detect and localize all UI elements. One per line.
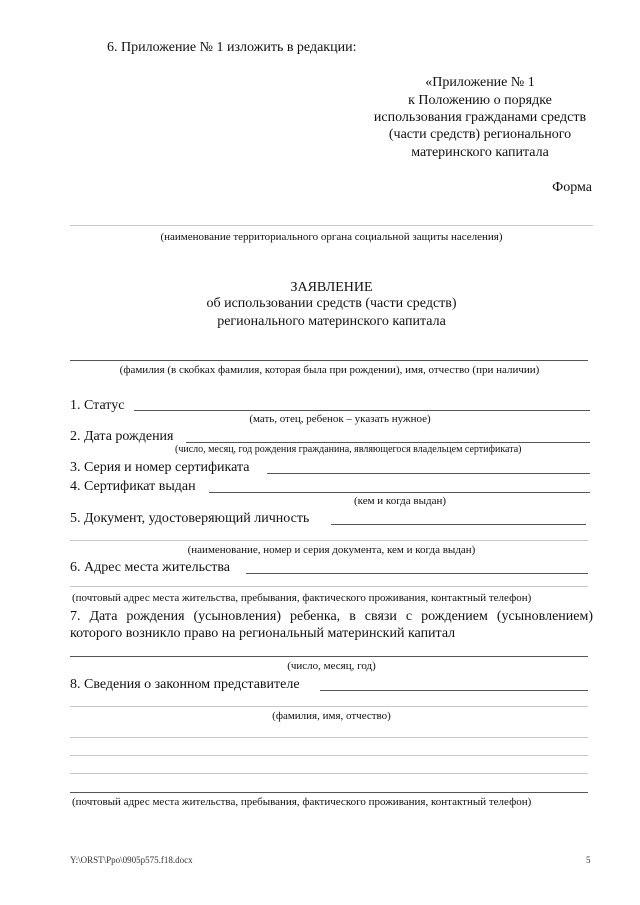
birth-caption: (число, месяц, год рождения гражданина, являющегося владельцем сертификата) [175, 444, 522, 455]
statement-subtitle-1: об использовании средств (части средств) [206, 296, 457, 311]
cert-label: 3. Серия и номер сертификата [70, 460, 250, 475]
statement-title: ЗАЯВЛЕНИЕ [290, 280, 373, 295]
appendix-line-4: (части средств) регионального [388, 127, 572, 142]
issued-label: 4. Сертификат выдан [70, 479, 196, 494]
address-line [246, 573, 588, 574]
name-line [70, 360, 588, 361]
rep-address-line-2 [70, 755, 588, 756]
rep-line [320, 690, 588, 691]
address-label: 6. Адрес места жительства [70, 560, 230, 575]
footer-path: Y:\ORST\Ppo\0905p575.f18.docx [70, 855, 193, 865]
issued-caption: (кем и когда выдан) [353, 495, 447, 507]
status-label: 1. Статус [70, 398, 125, 413]
doc-label: 5. Документ, удостоверяющий личность [70, 511, 310, 526]
appendix-line-2: к Положению о порядке [408, 93, 552, 108]
rep-line-2 [70, 706, 588, 707]
address-caption: (почтовый адрес места жительства, пребывания, фактического проживания, контактный телефон) [72, 592, 532, 604]
org-line [70, 225, 593, 226]
intro-text: 6. Приложение № 1 изложить в редакции: [107, 40, 357, 55]
status-caption: (мать, отец, ребенок – указать нужное) [249, 413, 431, 425]
address-line-2 [70, 586, 588, 587]
child-label: 7. Дата рождения (усыновления) ребенка, в связи с рождением (усыновлением) которого возникло право на региональный материнский капитал [70, 609, 593, 641]
rep-label: 8. Сведения о законном представителе [70, 677, 300, 692]
org-caption: (наименование территориального органа социальной защиты населения) [160, 231, 503, 243]
child-caption: (число, месяц, год) [287, 660, 376, 672]
status-line [134, 410, 590, 411]
form-label: Форма [552, 180, 592, 195]
appendix-line-3: использования гражданами средств [373, 110, 587, 125]
doc-caption: (наименование, номер и серия документа, кем и когда выдан) [187, 544, 476, 556]
rep-address-line-4 [70, 792, 588, 793]
rep-address-line-3 [70, 773, 588, 774]
child-line [70, 656, 588, 657]
appendix-line-5: материнского капитала [411, 145, 549, 160]
birth-line [186, 442, 590, 443]
birth-label: 2. Дата рождения [70, 429, 174, 444]
doc-line [331, 524, 586, 525]
issued-line [209, 492, 590, 493]
rep-caption: (фамилия, имя, отчество) [272, 710, 391, 722]
page-number: 5 [586, 855, 591, 865]
cert-line [267, 473, 590, 474]
doc-line-2 [70, 540, 588, 541]
rep-address-line-1 [70, 737, 588, 738]
appendix-line-1: «Приложение № 1 [425, 75, 535, 90]
statement-subtitle-2: регионального материнского капитала [217, 314, 446, 329]
name-caption: (фамилия (в скобках фамилия, которая была при рождении), имя, отчество (при наличии) [119, 364, 540, 376]
rep-address-caption: (почтовый адрес места жительства, пребывания, фактического проживания, контактный телефон) [72, 796, 532, 808]
